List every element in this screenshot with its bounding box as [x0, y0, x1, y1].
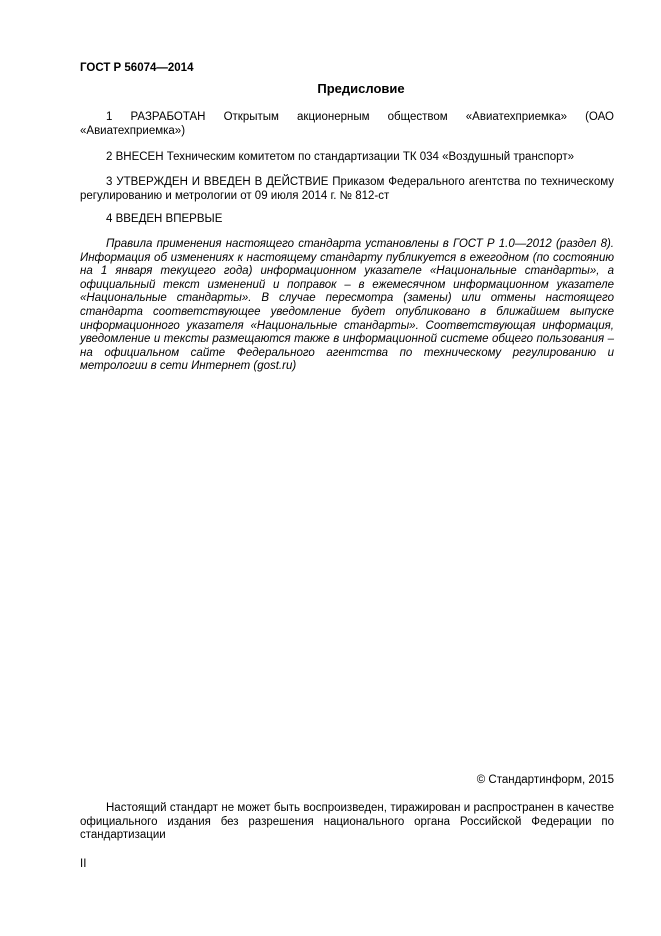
page-title: Предисловие	[317, 81, 405, 96]
reproduction-notice: Настоящий стандарт не может быть воспроизведен, тиражирован и распространен в качестве официального издания без разрешения национального органа Российской Федерации по стандартизации	[80, 802, 614, 842]
standard-number: ГОСТ Р 56074—2014	[80, 62, 194, 74]
rules-note: Правила применения настоящего стандарта установлены в ГОСТ Р 1.0—2012 (раздел 8). Информация об изменениях к настоящему стандарту публикуется в ежегодном (по состоянию на 1 января текущего года) информационном указателе «Национальные стандарты», а официальный текст изменений и поправок – в ежемесячном информационном указателе «Национальные стандарты». В случае пересмотра (замены) или отмены настоящего стандарта соответствующее уведомление будет опубликовано в ближайшем выпуске информационного указателя «Национальные стандарты». Соответствующая информация, уведомление и тексты размещаются также в информационной системе общего пользования – на официальном сайте Федерального агентства по техническому регулированию и метрологии в сети Интернет (gost.ru)	[80, 238, 614, 373]
foreword-item-first-introduced: 4 ВВЕДЕН ВПЕРВЫЕ	[106, 213, 223, 225]
page-number: II	[80, 858, 87, 870]
foreword-item-approved: 3 УТВЕРЖДЕН И ВВЕДЕН В ДЕЙСТВИЕ Приказом Федерального агентства по техническому регулированию и метрологии от 09 июля 2014 г. № 812-ст	[80, 176, 614, 202]
copyright-line: © Стандартинформ, 2015	[476, 774, 614, 786]
foreword-item-introduced: 2 ВНЕСЕН Техническим комитетом по стандартизации ТК 034 «Воздушный транспорт»	[106, 151, 574, 163]
foreword-item-developed: 1 РАЗРАБОТАН Открытым акционерным обществом «Авиатехприемка» (ОАО «Авиатехприемка»)	[80, 111, 614, 137]
